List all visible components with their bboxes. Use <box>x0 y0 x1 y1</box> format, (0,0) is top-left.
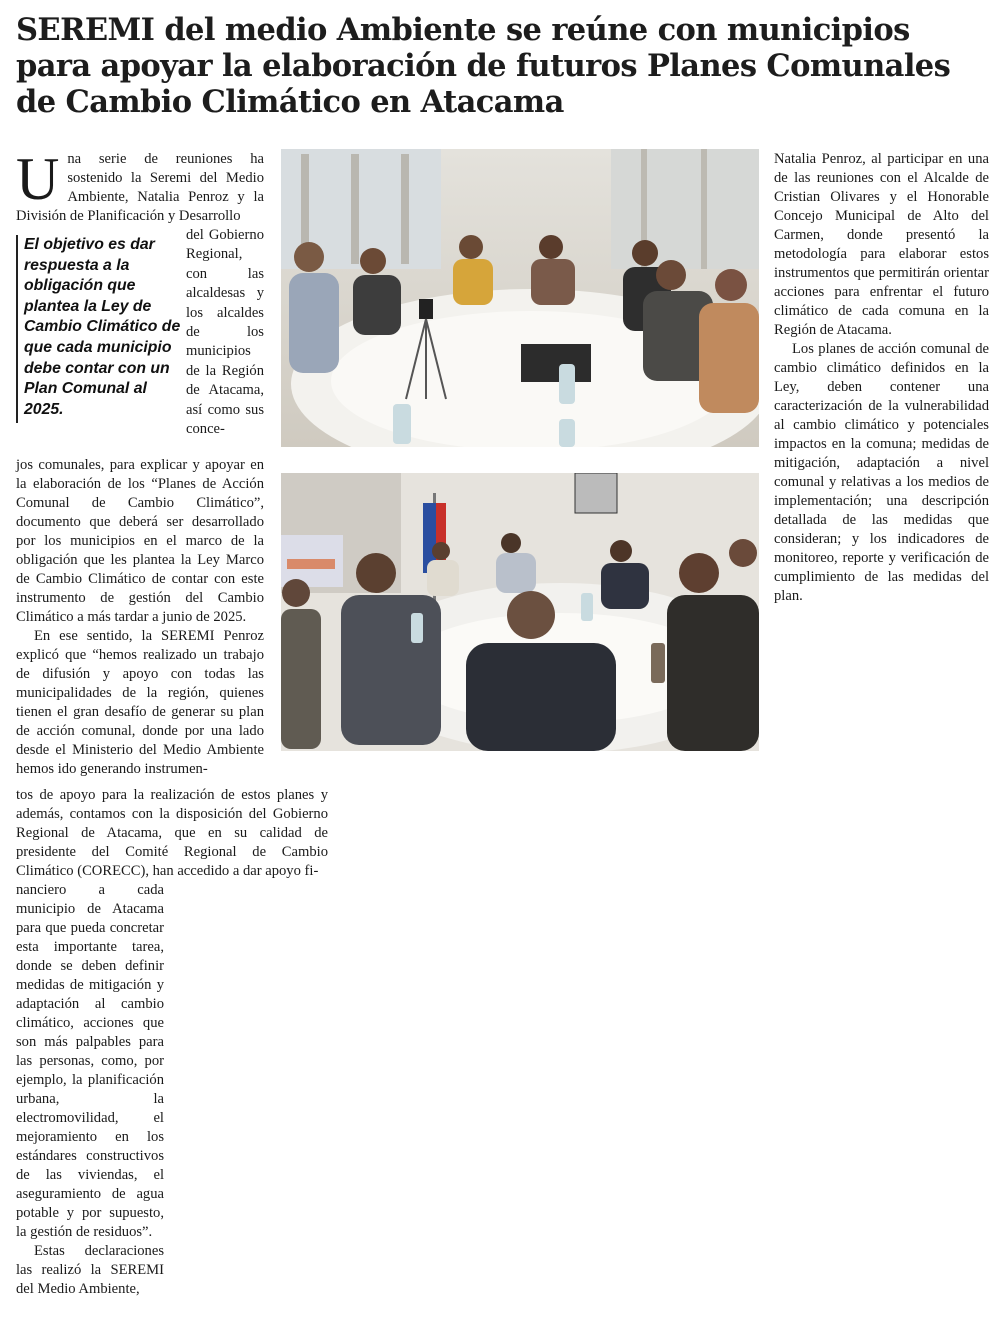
paragraph-2a: En ese sentido, la SEREMI Penroz explicó que “hemos realizado un trabajo de difusión y apoyo con todas las municipalidades de la región, quienes tienen el gran desafío de generar su plan de acción comunal, donde por una lado desde el Ministerio del Medio Ambiente hemos ido generando instrumen- <box>16 628 264 777</box>
drop-cap: U <box>16 146 60 212</box>
pull-quote: El objetivo es dar respuesta a la obligación que plantea la Ley de Cambio Climático de que cada municipio debe contar con un Plan Comunal al 2025. <box>16 235 182 423</box>
paragraph-2-narrow-column <box>16 881 164 1299</box>
right-column <box>774 150 989 606</box>
paragraph-2-full-column <box>16 786 328 881</box>
paragraph-3: Estas declaraciones las realizó la SEREMI del Medio Ambiente, <box>16 1243 164 1297</box>
intro-narrow-column <box>186 226 264 439</box>
article-intro <box>16 146 264 226</box>
intro-narrow: del Gobierno Regional, con las alcaldesas y los alcaldes de los municipios de la Región de Atacama, así como sus conce- <box>186 227 264 438</box>
intro-wide: jos comunales, para explicar y apoyar en la elaboración de los “Planes de Acción Comunal de Cambio Climático”, documento que deberá ser desarrollado por los municipios en el marco de la obligación que les plantea la Ley Marco de Cambio Climático de contar con este instrumento de gestión del Cambio Climático a más tardar a junio de 2025. <box>16 457 264 625</box>
paragraph-2-full: tos de apoyo para la realización de estos planes y además, contamos con la disposición del Gobierno Regional de Atacama, que en su calidad de presidente del Comité Regional de Cambio Climático (CORECC), han accedido a dar apoyo fi- <box>16 787 328 879</box>
right-paragraph-1: Natalia Penroz, al participar en una de las reuniones con el Alcalde de Cristian Olivares y el Honorable Concejo Municipal de Alto del Carmen, donde presentó la metodología para elaborar estos instrumentos que permitirán orientar acciones para enfrentar el futuro climático de cada comuna en la Región de Atacama. <box>774 151 989 338</box>
paragraph-2-narrow: nanciero a cada municipio de Atacama para que pueda concretar esta importante tarea, donde se deben definir medidas de mitigación y adaptación al cambio climático, acciones que son más palpables para las personas, como, por ejemplo, la planificación urbana, la electromovilidad, el mejoramiento en los estándares constructivos de las viviendas, el aseguramiento de agua potable y por supuesto, la gestión de residuos”. <box>16 882 164 1240</box>
headline: SEREMI del medio Ambiente se reúne con municipios para apoyar la elaboración de futuros Planes Comunales de Cambio Climático en Atacama <box>16 12 951 120</box>
intro-head: na serie de reuniones ha sostenido la Seremi del Medio Ambiente, Natalia Penroz y la División de Planificación y Desarrollo <box>16 151 264 224</box>
meeting-photo-1 <box>281 149 759 447</box>
meeting-photo-2 <box>281 473 759 751</box>
meeting-photo-1-illustration <box>281 149 759 447</box>
right-paragraph-2: Los planes de acción comunal de cambio climático definidos en la Ley, deben contener una caracterización de la vulnerabilidad al cambio climático y potenciales impactos en la comuna; medidas de mitigación, adaptación a nivel comunal y relativas a los medios de implementación; una descripción detallada de las medidas que consideran; y los indicadores de monitoreo, reporte y verificación de cumplimiento de las medidas del plan. <box>774 341 989 604</box>
intro-wide-column <box>16 456 264 779</box>
meeting-photo-2-illustration <box>281 473 759 751</box>
